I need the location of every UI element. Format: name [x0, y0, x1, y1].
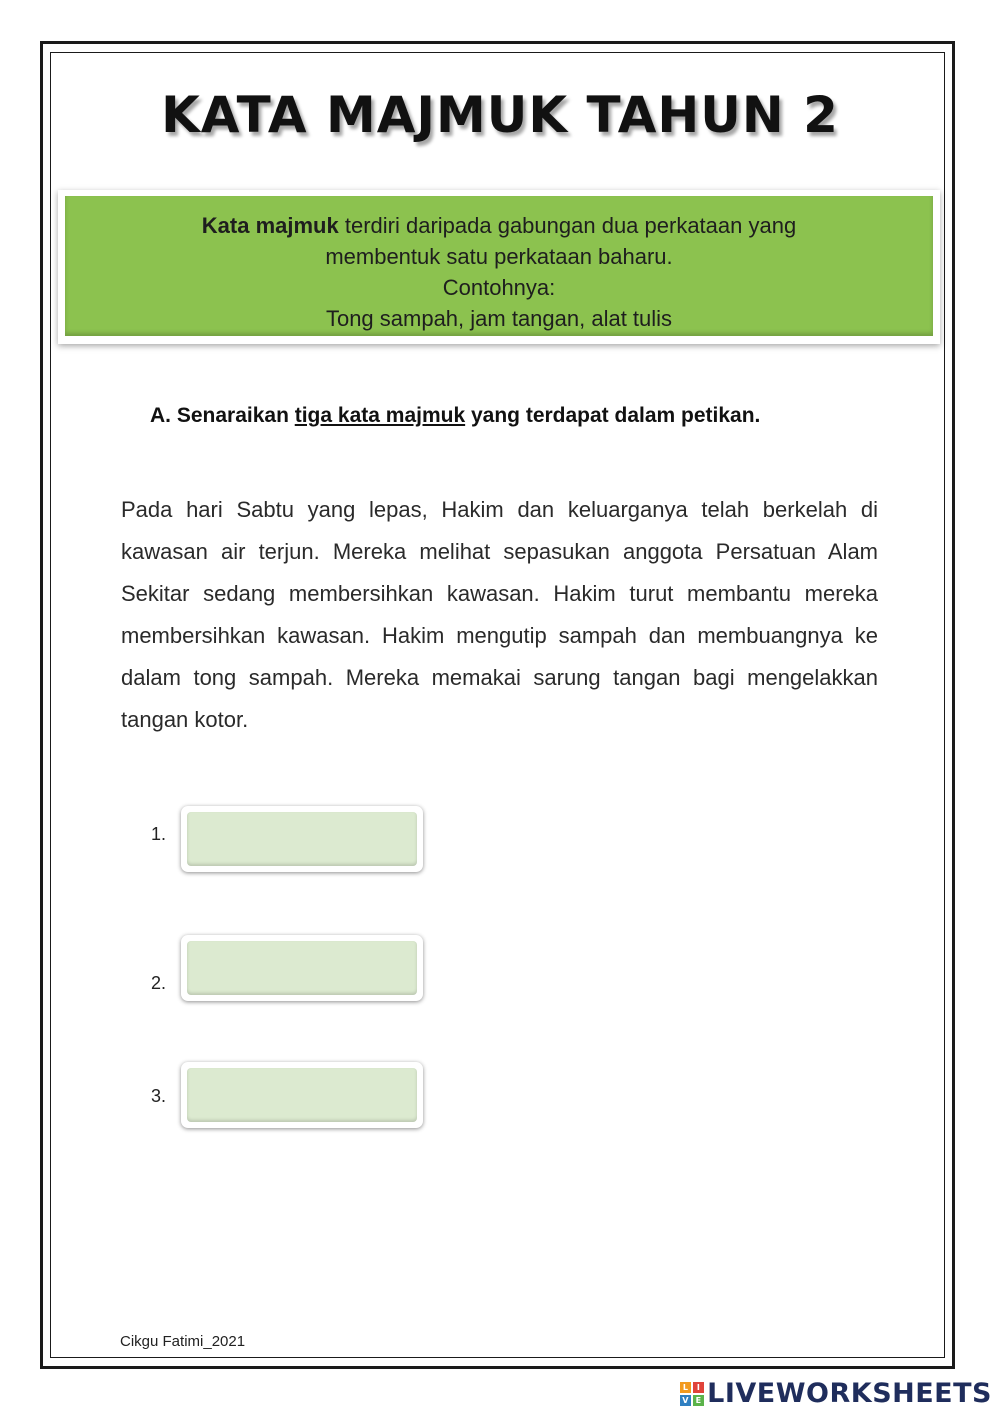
question-a — [150, 404, 910, 428]
answer-box — [181, 806, 423, 872]
answer-number: 2. — [151, 973, 167, 993]
worksheet-title: KATA MAJMUK TAHUN 2 — [161, 86, 839, 144]
answer-row-2 — [0, 935, 1000, 1005]
answer-box — [181, 1062, 423, 1128]
definition-line-1-text: terdiri daripada gabungan dua perkataan yang — [338, 213, 797, 238]
author-footer: Cikgu Fatimi_2021 — [120, 1333, 246, 1350]
logo-letter: I — [693, 1382, 704, 1393]
liveworksheets-logo-icon — [680, 1382, 704, 1406]
answer-box — [181, 935, 423, 1001]
answer-number: 1. — [151, 824, 167, 844]
definition-line-2: membentuk satu perkataan baharu. — [325, 244, 673, 269]
question-underlined: tiga kata majmuk — [294, 404, 466, 427]
liveworksheets-brand[interactable] — [680, 1378, 992, 1409]
answer-input-3[interactable] — [187, 1068, 417, 1122]
definition-line-4: Tong sampah, jam tangan, alat tulis — [325, 306, 673, 331]
brand-name: LIVEWORKSHEETS — [707, 1378, 992, 1409]
logo-letter: E — [693, 1395, 704, 1406]
definition-line-3: Contohnya: — [442, 275, 556, 300]
logo-letter: V — [680, 1395, 691, 1406]
answer-number: 3. — [151, 1086, 167, 1106]
definition-box — [65, 196, 933, 336]
answer-input-1[interactable] — [187, 812, 417, 866]
definition-panel — [58, 190, 940, 344]
question-prefix: A. Senaraikan — [150, 404, 295, 427]
logo-letter: L — [680, 1382, 691, 1393]
definition-term: Kata majmuk — [201, 213, 339, 238]
definition-line-1 — [65, 210, 933, 241]
answer-row-3 — [0, 1062, 1000, 1132]
answer-row-1 — [0, 806, 1000, 876]
reading-passage: Pada hari Sabtu yang lepas, Hakim dan keluarganya telah berkelah di kawasan air terjun. Mereka melihat sepasukan anggota Persatuan Alam Sekitar sedang membersihkan kawasan. Hakim turut membantu mereka membersihkan kawasan. Hakim mengutip sampah dan membuangnya ke dalam tong sampah. Mereka memakai sarung tangan bagi mengelakkan tangan kotor. — [121, 497, 878, 732]
question-suffix: yang terdapat dalam petikan. — [465, 404, 761, 427]
answer-input-2[interactable] — [187, 941, 417, 995]
